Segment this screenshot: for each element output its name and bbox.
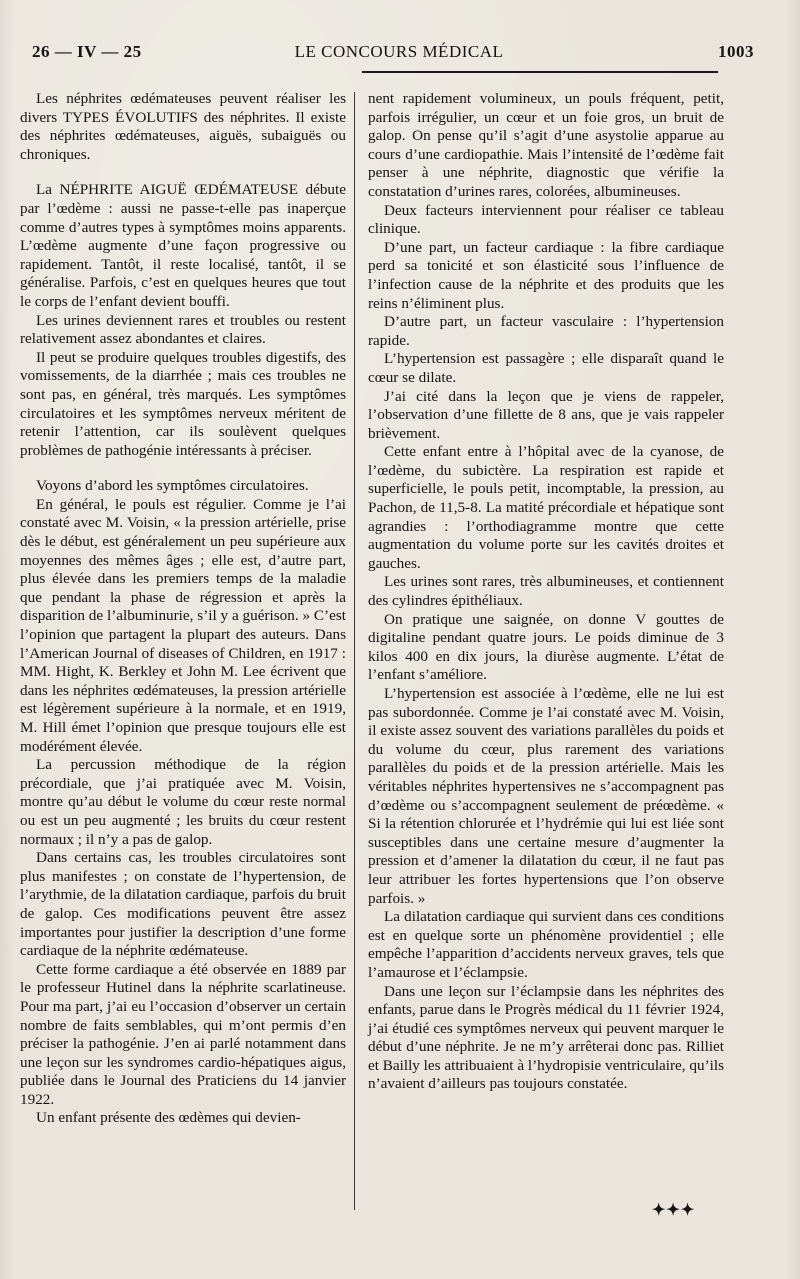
issue-date: 26 — IV — 25 bbox=[32, 42, 142, 61]
end-ornament: ✦✦✦ bbox=[652, 1202, 696, 1219]
running-header bbox=[18, 42, 780, 68]
paragraph-circulatory-intro: Voyons d’abord les symptômes circulatoires. bbox=[36, 477, 309, 495]
paragraph-cardiac-form: Dans certains cas, les troubles circulatoires sont plus manifestes ; on constate de l’hypertension, de l’arythmie, de la dilatation cardiaque, parfois du bruit de galop. Ces modifications peuvent être assez importantes pour justifier la description d’une forme cardiaque de la néphrite œdémateuse. bbox=[20, 849, 346, 960]
paragraph-hypertension-edema: L’hypertension est associée à l’œdème, elle ne lui est pas subordonnée. Comme je l’ai constaté avec M. Voisin, il existe assez souvent des variations parallèles du poids et du volume du cœur, plus rarement des variations parallèles du poids et de la pression artérielle. Mais les véritables néphrites hypertensives ne s’accompagnent pas d’œdème ou s’accompagnent seulement de préœdème. « Si la rétention chlorurée et l’hydrémie qui lui est liée sont susceptibles dans une certaine mesure d’augmenter la pression et d’amener la dilatation du cœur, il ne faut pas leur attribuer les fortes hypertensions que l’on observe parfois. » bbox=[368, 685, 724, 907]
paragraph-transient-hypertension: L’hypertension est passagère ; elle disparaît quand le cœur se dilate. bbox=[368, 350, 724, 386]
paragraph-vascular-factor: D’autre part, un facteur vasculaire : l’hypertension rapide. bbox=[368, 313, 724, 349]
paragraph-acute-nephritis: La NÉPHRITE AIGUË ŒDÉMATEUSE débute par l’œdème : aussi ne passe-t-elle pas inaperçue comme d’autres types à symptômes moins apparents. L’œdème augmente d’une façon progressive ou rapidement. Tantôt, il reste localisé, tantôt, il se généralise. Parfois, c’est en quelques heures que tout le corps de l’enfant devient bouffi. bbox=[20, 181, 346, 310]
paragraph-digestive-troubles: Il peut se produire quelques troubles digestifs, des vomissements, de la diarrhée ; mais ces troubles ne sont pas, en général, très marqués. Les symptômes circulatoires et les symptômes nerveux méritent de retenir l’attention, car ils soulèvent quelques problèmes de pathogénie intéressants à préciser. bbox=[20, 348, 346, 459]
paragraph-hutinel: Cette forme cardiaque a été observée en 1889 par le professeur Hutinel dans la néphrite scarlatineuse. Pour ma part, j’ai eu l’occasion d’observer un certain nombre de faits semblables, qui m’ont permis d’en préciser la pathogénie. J’en ai parlé notamment dans une leçon sur les syndromes cardio-hépatiques aigus, publiée dans le Journal des Praticiens du 14 janvier 1922. bbox=[20, 960, 346, 1108]
paragraph-case-citation: J’ai cité dans la leçon que je viens de rappeler, l’observation d’une fillette de 8 ans, que je vais rappeler brièvement. bbox=[368, 387, 724, 442]
paragraph-two-factors: Deux facteurs interviennent pour réaliser ce tableau clinique. bbox=[368, 201, 724, 238]
paragraph-treatment: On pratique une saignée, on donne V gouttes de digitaline pendant quatre jours. Le poids diminue de 3 kilos 400 en dix jours, la diurèse augmente. L’état de l’enfant s’améliore. bbox=[368, 610, 724, 684]
left-column bbox=[20, 90, 346, 1128]
paragraph-cardiac-factor: D’une part, un facteur cardiaque : la fibre cardiaque perd sa tonicité et son élasticité sous l’influence de l’infection cause de la néphrite et des produits que les reins n’éliminent plus. bbox=[368, 238, 724, 312]
paragraph-percussion: La percussion méthodique de la région précordiale, que j’ai pratiquée avec M. Voisin, montre qu’au début le volume du cœur reste normal ou est un peu augmenté ; les bruits du cœur restent normaux ; il n’y a pas de galop. bbox=[20, 756, 346, 848]
paragraph-urines-casts: Les urines sont rares, très albumineuses, et contiennent des cylindres épithéliaux. bbox=[368, 573, 724, 610]
paragraph-pulse-pressure: En général, le pouls est régulier. Comme je l’ai constaté avec M. Voisin, « la pression artérielle, prise dès le début, est généralement un peu supérieure aux moyennes des mêmes âges ; elle est, d’autre part, plus élevée dans les premiers temps de la maladie que pendant la phase de régression et après la disparition de l’albuminurie, s’il y a guérison. » C’est l’opinion que partagent la plupart des auteurs. Dans l’American Journal of diseases of Children, en 1917 : MM. Hight, K. Berkley et John M. Lee écrivent que dans les néphrites œdémateuses, la pression artérielle est légèrement supérieure à la normale, et en 1919, M. Hill émet l’opinion que presque toujours elle est modérément élevée. bbox=[20, 495, 346, 755]
paragraph-case-description: Cette enfant entre à l’hôpital avec de la cyanose, de l’œdème, du subictère. La respiration est rapide et superficielle, le pouls petit, incomptable, la pression, au Pachon, de 11,5-8. La matité précordiale et hépatique sont agrandies : l’orthodiagramme montre que cette augmentation du volume porte sur les cavités droites et gauches. bbox=[368, 443, 724, 572]
right-column bbox=[368, 90, 724, 1094]
journal-title: LE CONCOURS MÉDICAL bbox=[294, 42, 504, 61]
paragraph-eclampsia-lesson: Dans une leçon sur l’éclampsie dans les néphrites des enfants, parue dans le Progrès médical du 11 février 1924, j’ai étudié ces symptômes nerveux qui peuvent marquer le début d’une néphrite. Je ne m’y arrêterai donc pas. Rilliet et Bailly les attribuaient à l’hydropisie ventriculaire, qu’ils n’avaient d’ailleurs pas toujours constatée. bbox=[368, 982, 724, 1093]
paragraph-evolutive-types: Les néphrites œdémateuses peuvent réaliser les divers TYPES ÉVOLUTIFS des néphrites. Il existe des néphrites œdémateuses, aiguës, subaiguës ou chroniques. bbox=[20, 90, 346, 163]
paragraph-urines: Les urines deviennent rares et troubles ou restent relativement assez abondantes et claires. bbox=[20, 311, 346, 348]
paragraph-continuation: nent rapidement volumineux, un pouls fréquent, petit, parfois irrégulier, un cœur et un foie gros, un bruit de galop. On pense qu’il s’agit d’une asystolie apparue au cours d’une cardiopathie. Mais l’intensité de l’œdème fait penser à une néphrite, diagnostic que vérifie la constatation d’urines rares, colorées, albumineuses. bbox=[368, 90, 724, 200]
paragraph-cardiac-dilatation: La dilatation cardiaque qui survient dans ces conditions est en quelque sorte un phénomène providentiel ; elle empêche l’apparition d’accidents nerveux graves, tels que l’amaurose et l’éclampsie. bbox=[368, 908, 724, 981]
header-rule bbox=[362, 71, 718, 73]
column-divider bbox=[354, 92, 355, 1210]
paragraph-child-edema: Un enfant présente des œdèmes qui devien- bbox=[36, 1109, 301, 1127]
page-number: 1003 bbox=[718, 42, 754, 61]
